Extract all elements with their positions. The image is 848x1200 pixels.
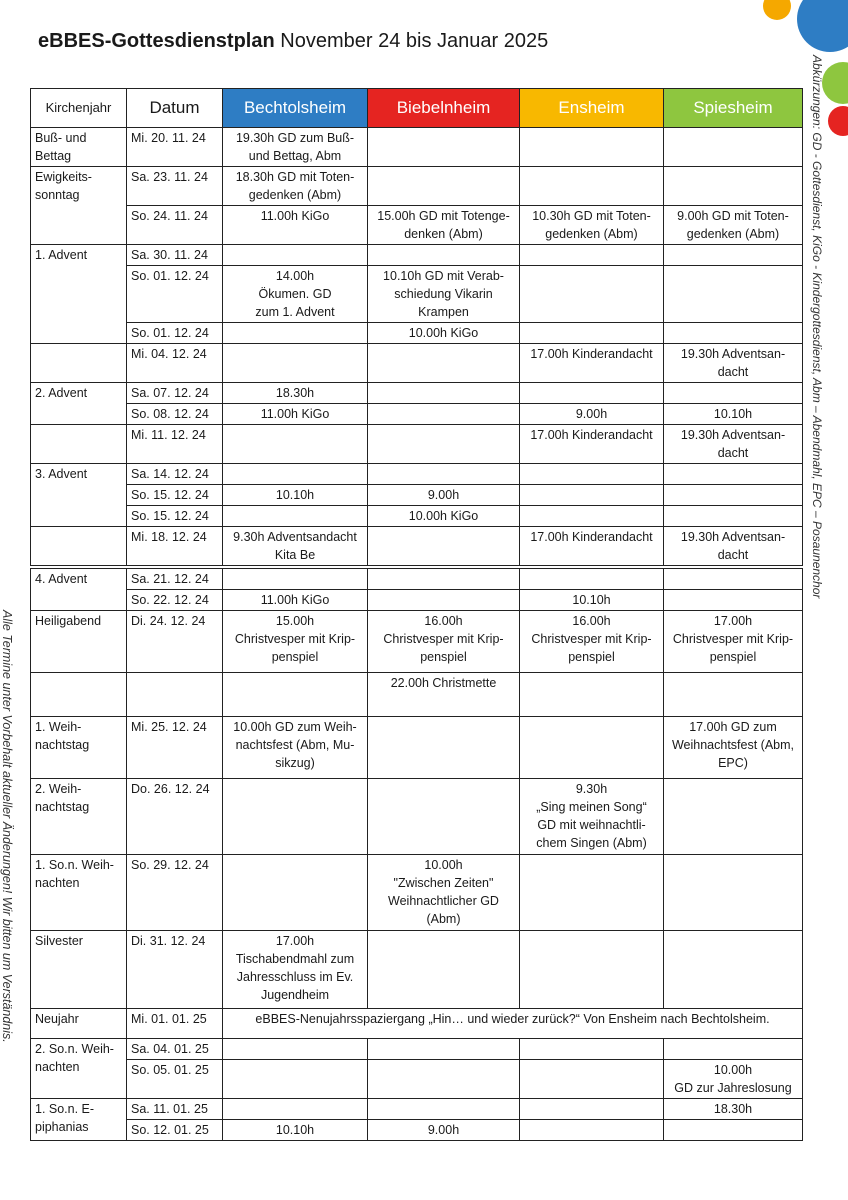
date-cell: Mi. 11. 12. 24 — [127, 425, 223, 464]
kirchenjahr-cell — [31, 425, 127, 464]
event-cell-ensheim — [520, 855, 664, 931]
abbreviations-note — [806, 55, 828, 599]
table-row — [31, 404, 803, 425]
event-cell-ensheim — [520, 1060, 664, 1099]
event-cell-biebelnheim: 10.00h "Zwischen Zeiten" Weihnachtlicher GD (Abm) — [368, 855, 520, 931]
date-cell: Sa. 04. 01. 25 — [127, 1039, 223, 1060]
event-cell-spiesheim: 18.30h — [664, 1099, 803, 1120]
kirchenjahr-cell: Buß- und Bettag — [31, 128, 127, 167]
event-cell-biebelnheim: 10.10h GD mit Verab- schiedung Vikarin Krampen — [368, 266, 520, 323]
kirchenjahr-cell: 2. Weih- nachtstag — [31, 779, 127, 855]
event-cell-spiesheim — [664, 506, 803, 527]
date-cell: Sa. 30. 11. 24 — [127, 245, 223, 266]
event-cell-bechtolsheim — [223, 567, 368, 590]
event-cell-all: eBBES-Nenujahrsspaziergang „Hin… und wieder zurück?“ Von Ensheim nach Bechtolsheim. — [223, 1009, 803, 1039]
event-cell-bechtolsheim: 14.00h Ökumen. GD zum 1. Advent — [223, 266, 368, 323]
event-cell-spiesheim — [664, 485, 803, 506]
event-cell-spiesheim — [664, 245, 803, 266]
header-bechtolsheim: Bechtolsheim — [223, 89, 368, 128]
event-cell-ensheim — [520, 717, 664, 779]
date-cell: Sa. 07. 12. 24 — [127, 383, 223, 404]
event-cell-biebelnheim — [368, 404, 520, 425]
event-cell-spiesheim — [664, 567, 803, 590]
event-cell-bechtolsheim — [223, 323, 368, 344]
event-cell-spiesheim: 17.00h Christvesper mit Krip- penspiel — [664, 611, 803, 673]
event-cell-bechtolsheim: 11.00h KiGo — [223, 404, 368, 425]
date-cell: So. 08. 12. 24 — [127, 404, 223, 425]
date-cell: Mi. 01. 01. 25 — [127, 1009, 223, 1039]
event-cell-spiesheim: 10.00h GD zur Jahreslosung — [664, 1060, 803, 1099]
header-kirchenjahr: Kirchenjahr — [31, 89, 127, 128]
event-cell-bechtolsheim — [223, 1060, 368, 1099]
event-cell-bechtolsheim — [223, 855, 368, 931]
header-row — [31, 89, 803, 128]
date-cell: Sa. 11. 01. 25 — [127, 1099, 223, 1120]
event-cell-spiesheim — [664, 167, 803, 206]
event-cell-spiesheim: 19.30h Adventsan- dacht — [664, 344, 803, 383]
event-cell-biebelnheim — [368, 1060, 520, 1099]
event-cell-bechtolsheim — [223, 673, 368, 717]
event-cell-biebelnheim: 9.00h — [368, 485, 520, 506]
event-cell-bechtolsheim: 10.10h — [223, 485, 368, 506]
event-cell-spiesheim — [664, 323, 803, 344]
event-cell-biebelnheim — [368, 167, 520, 206]
event-cell-ensheim — [520, 266, 664, 323]
decor-circle-yellow — [763, 0, 791, 20]
event-cell-ensheim: 17.00h Kinderandacht — [520, 425, 664, 464]
event-cell-ensheim — [520, 1039, 664, 1060]
date-cell: So. 15. 12. 24 — [127, 506, 223, 527]
table-row — [31, 344, 803, 383]
table-row — [31, 931, 803, 1009]
table-row — [31, 485, 803, 506]
event-cell-bechtolsheim: 17.00h Tischabendmahl zum Jahresschluss im Ev. Jugendheim — [223, 931, 368, 1009]
date-cell: So. 05. 01. 25 — [127, 1060, 223, 1099]
event-cell-biebelnheim — [368, 590, 520, 611]
event-cell-biebelnheim: 15.00h GD mit Totenge- denken (Abm) — [368, 206, 520, 245]
date-cell: So. 22. 12. 24 — [127, 590, 223, 611]
header-spiesheim: Spiesheim — [664, 89, 803, 128]
title-bold: eBBES-Gottesdienstplan — [38, 30, 275, 52]
date-cell: Mi. 20. 11. 24 — [127, 128, 223, 167]
page-title — [38, 30, 548, 53]
date-cell: Sa. 23. 11. 24 — [127, 167, 223, 206]
event-cell-bechtolsheim — [223, 425, 368, 464]
event-cell-ensheim: 16.00h Christvesper mit Krip- penspiel — [520, 611, 664, 673]
table-row — [31, 464, 803, 485]
event-cell-ensheim — [520, 567, 664, 590]
table-row — [31, 779, 803, 855]
kirchenjahr-cell: 1. Weih- nachtstag — [31, 717, 127, 779]
event-cell-ensheim — [520, 1120, 664, 1141]
event-cell-bechtolsheim: 11.00h KiGo — [223, 206, 368, 245]
event-cell-biebelnheim — [368, 464, 520, 485]
table-row — [31, 266, 803, 323]
schedule-body — [31, 128, 803, 1141]
event-cell-biebelnheim — [368, 779, 520, 855]
event-cell-bechtolsheim: 19.30h GD zum Buß- und Bettag, Abm — [223, 128, 368, 167]
event-cell-bechtolsheim — [223, 779, 368, 855]
header-ensheim: Ensheim — [520, 89, 664, 128]
kirchenjahr-cell: 1. So.n. Weih- nachten — [31, 855, 127, 931]
table-row — [31, 590, 803, 611]
table-row — [31, 855, 803, 931]
event-cell-biebelnheim — [368, 245, 520, 266]
date-cell — [127, 673, 223, 717]
event-cell-bechtolsheim — [223, 245, 368, 266]
kirchenjahr-cell: 2. So.n. Weih- nachten — [31, 1039, 127, 1099]
disclaimer-text: Alle Termine unter Vorbehalt aktueller Änderungen! Wir bitten um Verständnis. — [0, 610, 14, 1043]
kirchenjahr-cell: 4. Advent — [31, 567, 127, 611]
event-cell-bechtolsheim: 11.00h KiGo — [223, 590, 368, 611]
date-cell: Do. 26. 12. 24 — [127, 779, 223, 855]
table-row — [31, 167, 803, 206]
event-cell-biebelnheim — [368, 344, 520, 383]
event-cell-ensheim — [520, 245, 664, 266]
event-cell-spiesheim — [664, 266, 803, 323]
kirchenjahr-cell — [31, 673, 127, 717]
event-cell-ensheim — [520, 167, 664, 206]
kirchenjahr-cell: Neujahr — [31, 1009, 127, 1039]
event-cell-biebelnheim — [368, 567, 520, 590]
table-row — [31, 567, 803, 590]
date-cell: So. 24. 11. 24 — [127, 206, 223, 245]
date-cell: Mi. 18. 12. 24 — [127, 527, 223, 568]
table-row — [31, 506, 803, 527]
date-cell: Sa. 21. 12. 24 — [127, 567, 223, 590]
table-row — [31, 527, 803, 568]
event-cell-ensheim: 17.00h Kinderandacht — [520, 527, 664, 568]
kirchenjahr-cell: 3. Advent — [31, 464, 127, 527]
kirchenjahr-cell: Heiligabend — [31, 611, 127, 673]
table-row — [31, 611, 803, 673]
event-cell-spiesheim: 9.00h GD mit Toten- gedenken (Abm) — [664, 206, 803, 245]
event-cell-biebelnheim — [368, 128, 520, 167]
kirchenjahr-cell: 1. So.n. E- piphanias — [31, 1099, 127, 1141]
event-cell-spiesheim — [664, 1120, 803, 1141]
event-cell-spiesheim — [664, 464, 803, 485]
event-cell-bechtolsheim: 18.30h GD mit Toten- gedenken (Abm) — [223, 167, 368, 206]
event-cell-ensheim: 9.30h „Sing meinen Song“ GD mit weihnachtli- chem Singen (Abm) — [520, 779, 664, 855]
date-cell: So. 12. 01. 25 — [127, 1120, 223, 1141]
date-cell: So. 15. 12. 24 — [127, 485, 223, 506]
event-cell-spiesheim — [664, 383, 803, 404]
table-row — [31, 673, 803, 717]
date-cell: Sa. 14. 12. 24 — [127, 464, 223, 485]
event-cell-ensheim: 17.00h Kinderandacht — [520, 344, 664, 383]
kirchenjahr-cell: Silvester — [31, 931, 127, 1009]
event-cell-biebelnheim — [368, 527, 520, 568]
event-cell-spiesheim — [664, 1039, 803, 1060]
table-row — [31, 1009, 803, 1039]
event-cell-biebelnheim — [368, 1039, 520, 1060]
event-cell-ensheim — [520, 1099, 664, 1120]
table-row — [31, 717, 803, 779]
event-cell-ensheim — [520, 506, 664, 527]
event-cell-biebelnheim: 10.00h KiGo — [368, 323, 520, 344]
event-cell-ensheim — [520, 931, 664, 1009]
event-cell-biebelnheim: 16.00h Christvesper mit Krip- penspiel — [368, 611, 520, 673]
event-cell-bechtolsheim: 15.00h Christvesper mit Krip- penspiel — [223, 611, 368, 673]
event-cell-spiesheim — [664, 779, 803, 855]
table-row — [31, 1099, 803, 1120]
disclaimer-note — [0, 610, 18, 1080]
title-rest: November 24 bis Januar 2025 — [280, 30, 549, 52]
table-row — [31, 1120, 803, 1141]
abbreviations-text: Abkürzungen: GD - Gottesdienst, KiGo - Kindergottesdienst, Abm – Abendmahl, EPC – Posaunenchor — [810, 55, 824, 599]
event-cell-bechtolsheim: 9.30h Adventsandacht Kita Be — [223, 527, 368, 568]
event-cell-biebelnheim — [368, 717, 520, 779]
event-cell-biebelnheim — [368, 383, 520, 404]
decor-circle-red — [828, 106, 848, 136]
event-cell-ensheim: 10.30h GD mit Toten- gedenken (Abm) — [520, 206, 664, 245]
event-cell-bechtolsheim: 10.00h GD zum Weih- nachtsfest (Abm, Mu- sikzug) — [223, 717, 368, 779]
date-cell: Mi. 25. 12. 24 — [127, 717, 223, 779]
event-cell-ensheim — [520, 485, 664, 506]
service-schedule-table — [30, 88, 803, 1141]
date-cell: Di. 24. 12. 24 — [127, 611, 223, 673]
kirchenjahr-cell: 2. Advent — [31, 383, 127, 425]
event-cell-bechtolsheim — [223, 464, 368, 485]
kirchenjahr-cell — [31, 527, 127, 568]
event-cell-ensheim — [520, 323, 664, 344]
event-cell-spiesheim: 19.30h Adventsan- dacht — [664, 425, 803, 464]
date-cell: Di. 31. 12. 24 — [127, 931, 223, 1009]
event-cell-spiesheim — [664, 931, 803, 1009]
table-row — [31, 206, 803, 245]
event-cell-spiesheim — [664, 128, 803, 167]
table-row — [31, 1060, 803, 1099]
event-cell-spiesheim: 17.00h GD zum Weihnachtsfest (Abm, EPC) — [664, 717, 803, 779]
date-cell: So. 01. 12. 24 — [127, 266, 223, 323]
table-row — [31, 383, 803, 404]
event-cell-ensheim — [520, 383, 664, 404]
date-cell: Mi. 04. 12. 24 — [127, 344, 223, 383]
event-cell-spiesheim — [664, 673, 803, 717]
event-cell-ensheim: 9.00h — [520, 404, 664, 425]
table-row — [31, 128, 803, 167]
kirchenjahr-cell — [31, 344, 127, 383]
table-row — [31, 425, 803, 464]
table-row — [31, 323, 803, 344]
event-cell-biebelnheim — [368, 425, 520, 464]
event-cell-spiesheim: 10.10h — [664, 404, 803, 425]
event-cell-spiesheim: 19.30h Adventsan- dacht — [664, 527, 803, 568]
event-cell-biebelnheim: 9.00h — [368, 1120, 520, 1141]
event-cell-biebelnheim: 10.00h KiGo — [368, 506, 520, 527]
date-cell: So. 01. 12. 24 — [127, 323, 223, 344]
table-row — [31, 245, 803, 266]
table-row — [31, 1039, 803, 1060]
event-cell-bechtolsheim — [223, 344, 368, 383]
event-cell-biebelnheim — [368, 1099, 520, 1120]
decor-circle-blue — [797, 0, 848, 52]
header-biebelnheim: Biebelnheim — [368, 89, 520, 128]
event-cell-ensheim — [520, 673, 664, 717]
date-cell: So. 29. 12. 24 — [127, 855, 223, 931]
event-cell-biebelnheim: 22.00h Christmette — [368, 673, 520, 717]
kirchenjahr-cell: 1. Advent — [31, 245, 127, 344]
event-cell-bechtolsheim — [223, 1099, 368, 1120]
event-cell-ensheim: 10.10h — [520, 590, 664, 611]
event-cell-spiesheim — [664, 590, 803, 611]
event-cell-biebelnheim — [368, 931, 520, 1009]
kirchenjahr-cell: Ewigkeits- sonntag — [31, 167, 127, 245]
event-cell-bechtolsheim: 10.10h — [223, 1120, 368, 1141]
event-cell-ensheim — [520, 464, 664, 485]
event-cell-bechtolsheim — [223, 1039, 368, 1060]
event-cell-ensheim — [520, 128, 664, 167]
event-cell-spiesheim — [664, 855, 803, 931]
event-cell-bechtolsheim: 18.30h — [223, 383, 368, 404]
event-cell-bechtolsheim — [223, 506, 368, 527]
header-datum: Datum — [127, 89, 223, 128]
